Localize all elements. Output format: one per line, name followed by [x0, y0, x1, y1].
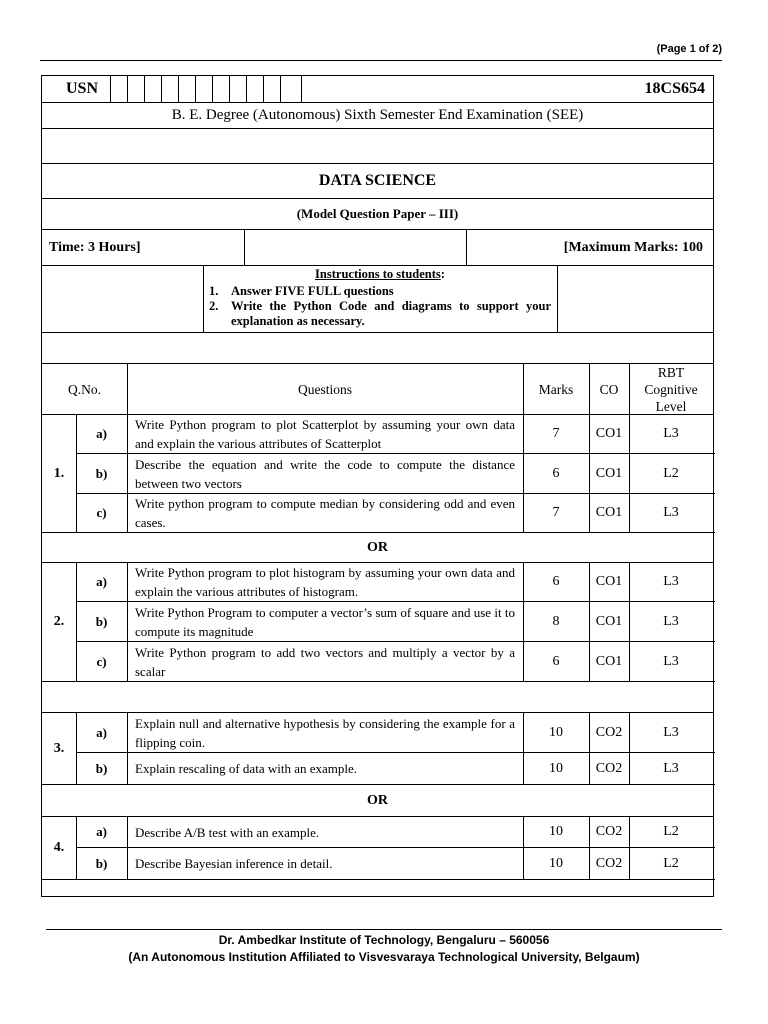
rbt-level: L3	[663, 505, 679, 520]
rbt-level: L3	[663, 653, 679, 669]
co-value: CO1	[595, 574, 623, 589]
co-value: CO2	[595, 855, 623, 871]
paper-type: (Model Question Paper – III)	[296, 206, 459, 221]
co-value: CO1	[595, 613, 623, 629]
question-part-row	[76, 713, 715, 753]
blank-row	[42, 333, 713, 364]
footer-institution: Dr. Ambedkar Institute of Technology, Bengaluru – 560056	[218, 933, 550, 947]
marks-value: 7	[552, 505, 560, 520]
marks-value: 6	[552, 653, 560, 669]
questions-header: Questions	[298, 381, 352, 397]
rbt-level: L3	[663, 426, 679, 441]
question-part-row	[76, 848, 715, 880]
rbt-header: Cognitive	[644, 381, 698, 397]
question-part-row	[76, 753, 715, 785]
footer-affiliation: (An Autonomous Institution Affiliated to Visvesvaraya Technological University, Belgaum)	[128, 950, 640, 964]
marks-value: 7	[552, 426, 560, 441]
co-value: CO1	[595, 653, 623, 669]
question-part-row	[76, 817, 715, 848]
question-text: Explain null and alternative hypothesis by considering the example for a flipping coin.	[135, 715, 515, 750]
rbt-level: L2	[663, 824, 679, 839]
subject-title: DATA SCIENCE	[318, 172, 437, 189]
question-text: Explain rescaling of data with an example.	[135, 761, 358, 776]
co-value: CO1	[595, 426, 623, 441]
question-text: Write Python program to add two vectors and multiply a vector by a scalar	[135, 644, 515, 679]
marks-value: 8	[552, 613, 560, 629]
part-label: a)	[96, 724, 107, 740]
degree-row	[42, 103, 713, 129]
part-label: b)	[95, 760, 108, 776]
question-text: Write Python Program to computer a vector’s sum of square and use it to compute its magnitude	[135, 604, 515, 639]
question-part-row	[76, 415, 715, 454]
page-number: (Page 1 of 2)	[656, 43, 722, 55]
co-header: CO	[599, 381, 619, 397]
or-separator: OR	[367, 539, 388, 555]
part-label: c)	[96, 505, 107, 520]
instructions-row	[42, 266, 713, 333]
rbt-level: L3	[663, 574, 679, 589]
time-allowed: Time: 3 Hours]	[49, 239, 141, 255]
marks-value: 10	[549, 724, 563, 740]
question-number: 4.	[53, 840, 65, 855]
column-header-row	[42, 364, 713, 415]
part-label: b)	[95, 465, 108, 481]
question-text: Write Python program to plot histogram by assuming your own data and explain the various attributes of histogram.	[135, 565, 515, 599]
part-label: b)	[95, 613, 108, 629]
marks-value: 10	[549, 824, 563, 839]
maximum-marks: [Maximum Marks: 100	[563, 239, 703, 255]
paper-type-row	[42, 199, 713, 230]
rbt-level: L2	[663, 855, 679, 871]
marks-header: Marks	[538, 381, 574, 397]
question-text: Describe the equation and write the code to compute the distance between two vectors	[135, 456, 515, 491]
part-label: b)	[95, 855, 108, 871]
co-value: CO2	[595, 824, 623, 839]
time-marks-row	[42, 230, 713, 266]
co-value: CO1	[595, 505, 623, 520]
part-label: c)	[96, 653, 107, 669]
marks-value: 10	[549, 855, 563, 871]
qno-header: Q.No.	[68, 381, 101, 397]
rbt-level: L2	[663, 465, 679, 481]
question-text: Describe Bayesian inference in detail.	[135, 856, 333, 871]
rbt-header: RBT	[657, 364, 685, 380]
part-label: a)	[96, 824, 107, 839]
question-part-row	[76, 642, 715, 682]
blank-row	[42, 682, 713, 713]
co-value: CO2	[595, 760, 623, 776]
co-value: CO2	[595, 724, 623, 740]
top-rule	[40, 60, 722, 61]
or-separator: OR	[367, 792, 388, 808]
usn-label: USN	[66, 80, 99, 97]
instruction-item: 2. Write the Python Code and diagrams to support your explanation as necessary.	[209, 299, 551, 328]
subject-row	[42, 164, 713, 199]
or-row	[42, 533, 713, 563]
question-part-row	[76, 494, 715, 533]
marks-value: 10	[549, 760, 563, 776]
degree-title: B. E. Degree (Autonomous) Sixth Semester End Examination (SEE)	[171, 107, 584, 123]
marks-value: 6	[552, 465, 560, 481]
footer-rule	[46, 929, 722, 930]
part-label: a)	[96, 426, 107, 441]
question-part-row	[76, 563, 715, 602]
exam-header-table	[41, 75, 714, 897]
question-part-row	[76, 454, 715, 494]
instructions-title: Instructions to students	[315, 267, 441, 281]
or-row	[42, 785, 713, 817]
marks-value: 6	[552, 574, 560, 589]
blank-row	[42, 129, 713, 164]
question-text: Describe A/B test with an example.	[135, 824, 320, 840]
question-number: 3.	[53, 740, 65, 756]
instructions-block	[203, 267, 557, 329]
course-code: 18CS654	[644, 80, 705, 97]
rbt-header: Level	[655, 398, 687, 414]
question-number: 1.	[53, 465, 65, 481]
usn-row	[42, 76, 713, 103]
part-label: a)	[96, 574, 107, 589]
question-text: Write Python program to plot Scatterplot by assuming your own data and explain the various attributes of Scatterplot	[135, 417, 515, 451]
rbt-level: L3	[663, 613, 679, 629]
instruction-item: 1. Answer FIVE FULL questions	[209, 284, 394, 298]
question-part-row	[76, 602, 715, 642]
rbt-level: L3	[663, 724, 679, 740]
co-value: CO1	[595, 465, 623, 481]
rbt-level: L3	[663, 760, 679, 776]
question-number: 2.	[53, 614, 65, 629]
question-text: Write python program to compute median by considering odd and even cases.	[135, 496, 515, 530]
instructions-colon: :	[440, 267, 445, 281]
